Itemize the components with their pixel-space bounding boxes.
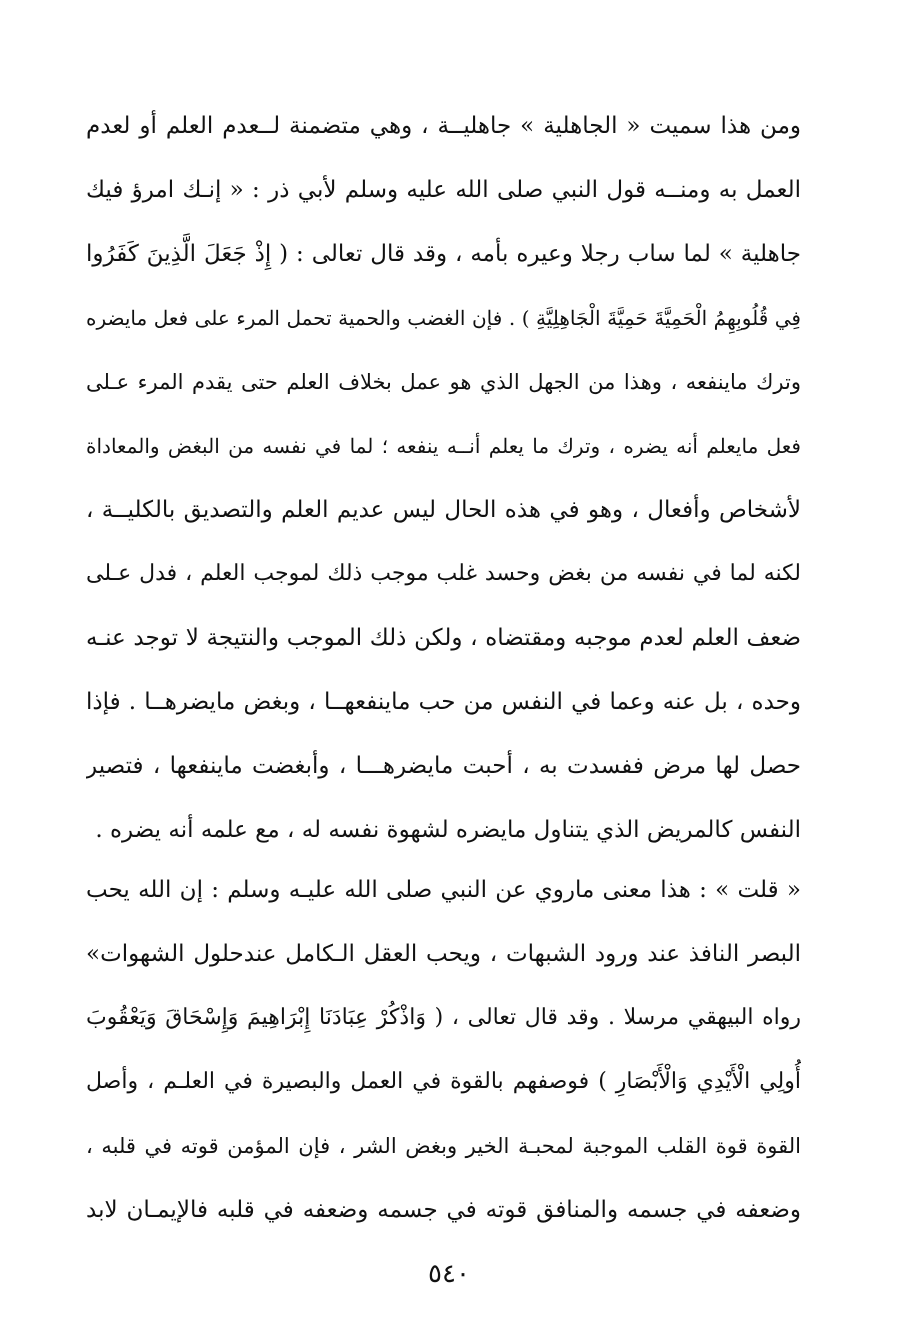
text-line: ومن هذا سميت « الجاهلية » جاهليــة ، وهي متضمنة لــعدم العلم أو لعدم — [86, 113, 801, 139]
text-line: لكنه لما في نفسه من بغض وحسد غلب موجب ذلك لموجب العلم ، فدل عـلى — [86, 561, 801, 586]
text-line: رواه البيهقي مرسلا . وقد قال تعالى ، ( وَاذْكُرْ عِبَادَنَا إِبْرَاهِيمَ وَإِسْحَاقَ وَيَعْقُوبَ — [86, 1005, 801, 1030]
text-line: القوة قوة القلب الموجبة لمحبـة الخير وبغض الشر ، فإن المؤمن قوته في قلبه ، — [86, 1134, 801, 1158]
text-line: وحده ، بل عنه وعما في النفس من حب ماينفعهــا ، وبغض مايضرهــا . فإذا — [86, 689, 801, 715]
text-line: النفس كالمريض الذي يتناول مايضره لشهوة نفسه له ، مع علمه أنه يضره . — [95, 817, 801, 843]
text-line: وضعفه في جسمه والمنافق قوته في جسمه وضعفه في قلبه فالإيمـان لابد — [86, 1197, 801, 1223]
text-line: أُولِي الْأَيْدِي وَالْأَبْصَارِ ) فوصفهم بالقوة في العمل والبصيرة في العلـم ، وأصل — [86, 1069, 801, 1094]
text-line: لأشخاص وأفعال ، وهو في هذه الحال ليس عديم العلم والتصديق بالكليــة ، — [86, 497, 801, 523]
text-line: وترك ماينفعه ، وهذا من الجهل الذي هو عمل بخلاف العلم حتى يقدم المرء عـلى — [86, 370, 801, 394]
paragraph-2 — [86, 858, 801, 1242]
text-line: جاهلية » لما ساب رجلا وعيره بأمه ، وقد قال تعالى : ( إِذْ جَعَلَ الَّذِينَ كَفَرُوا — [86, 241, 801, 267]
paragraph-1 — [86, 94, 801, 862]
text-line: « قلت » : هذا معنى ماروي عن النبي صلى الله عليـه وسلم : إن الله يحب — [86, 877, 801, 903]
text-line: العمل به ومنــه قول النبي صلى الله عليه وسلم لأبي ذر : « إنـك امرؤ فيك — [86, 177, 801, 203]
text-line: حصل لها مرض ففسدت به ، أحبت مايضرهـــا ، وأبغضت ماينفعها ، فتصير — [86, 753, 801, 779]
text-line: البصر النافذ عند ورود الشبهات ، ويحب العقل الـكامل عندحلول الشهوات» — [86, 941, 801, 967]
text-line: فعل مايعلم أنه يضره ، وترك ما يعلم أنــه ينفعه ؛ لما في نفسه من البغض والمعاداة — [86, 434, 801, 458]
text-line: ضعف العلم لعدم موجبه ومقتضاه ، ولكن ذلك الموجب والنتيجة لا توجد عنـه — [86, 625, 801, 651]
text-line: فِي قُلُوبِهِمُ الْحَمِيَّةَ حَمِيَّةَ الْجَاهِلِيَّةِ ) . فإن الغضب والحمية تحمل المرء على فعل مايضره — [86, 306, 801, 330]
page-number: ٥٤٠ — [428, 1259, 470, 1289]
